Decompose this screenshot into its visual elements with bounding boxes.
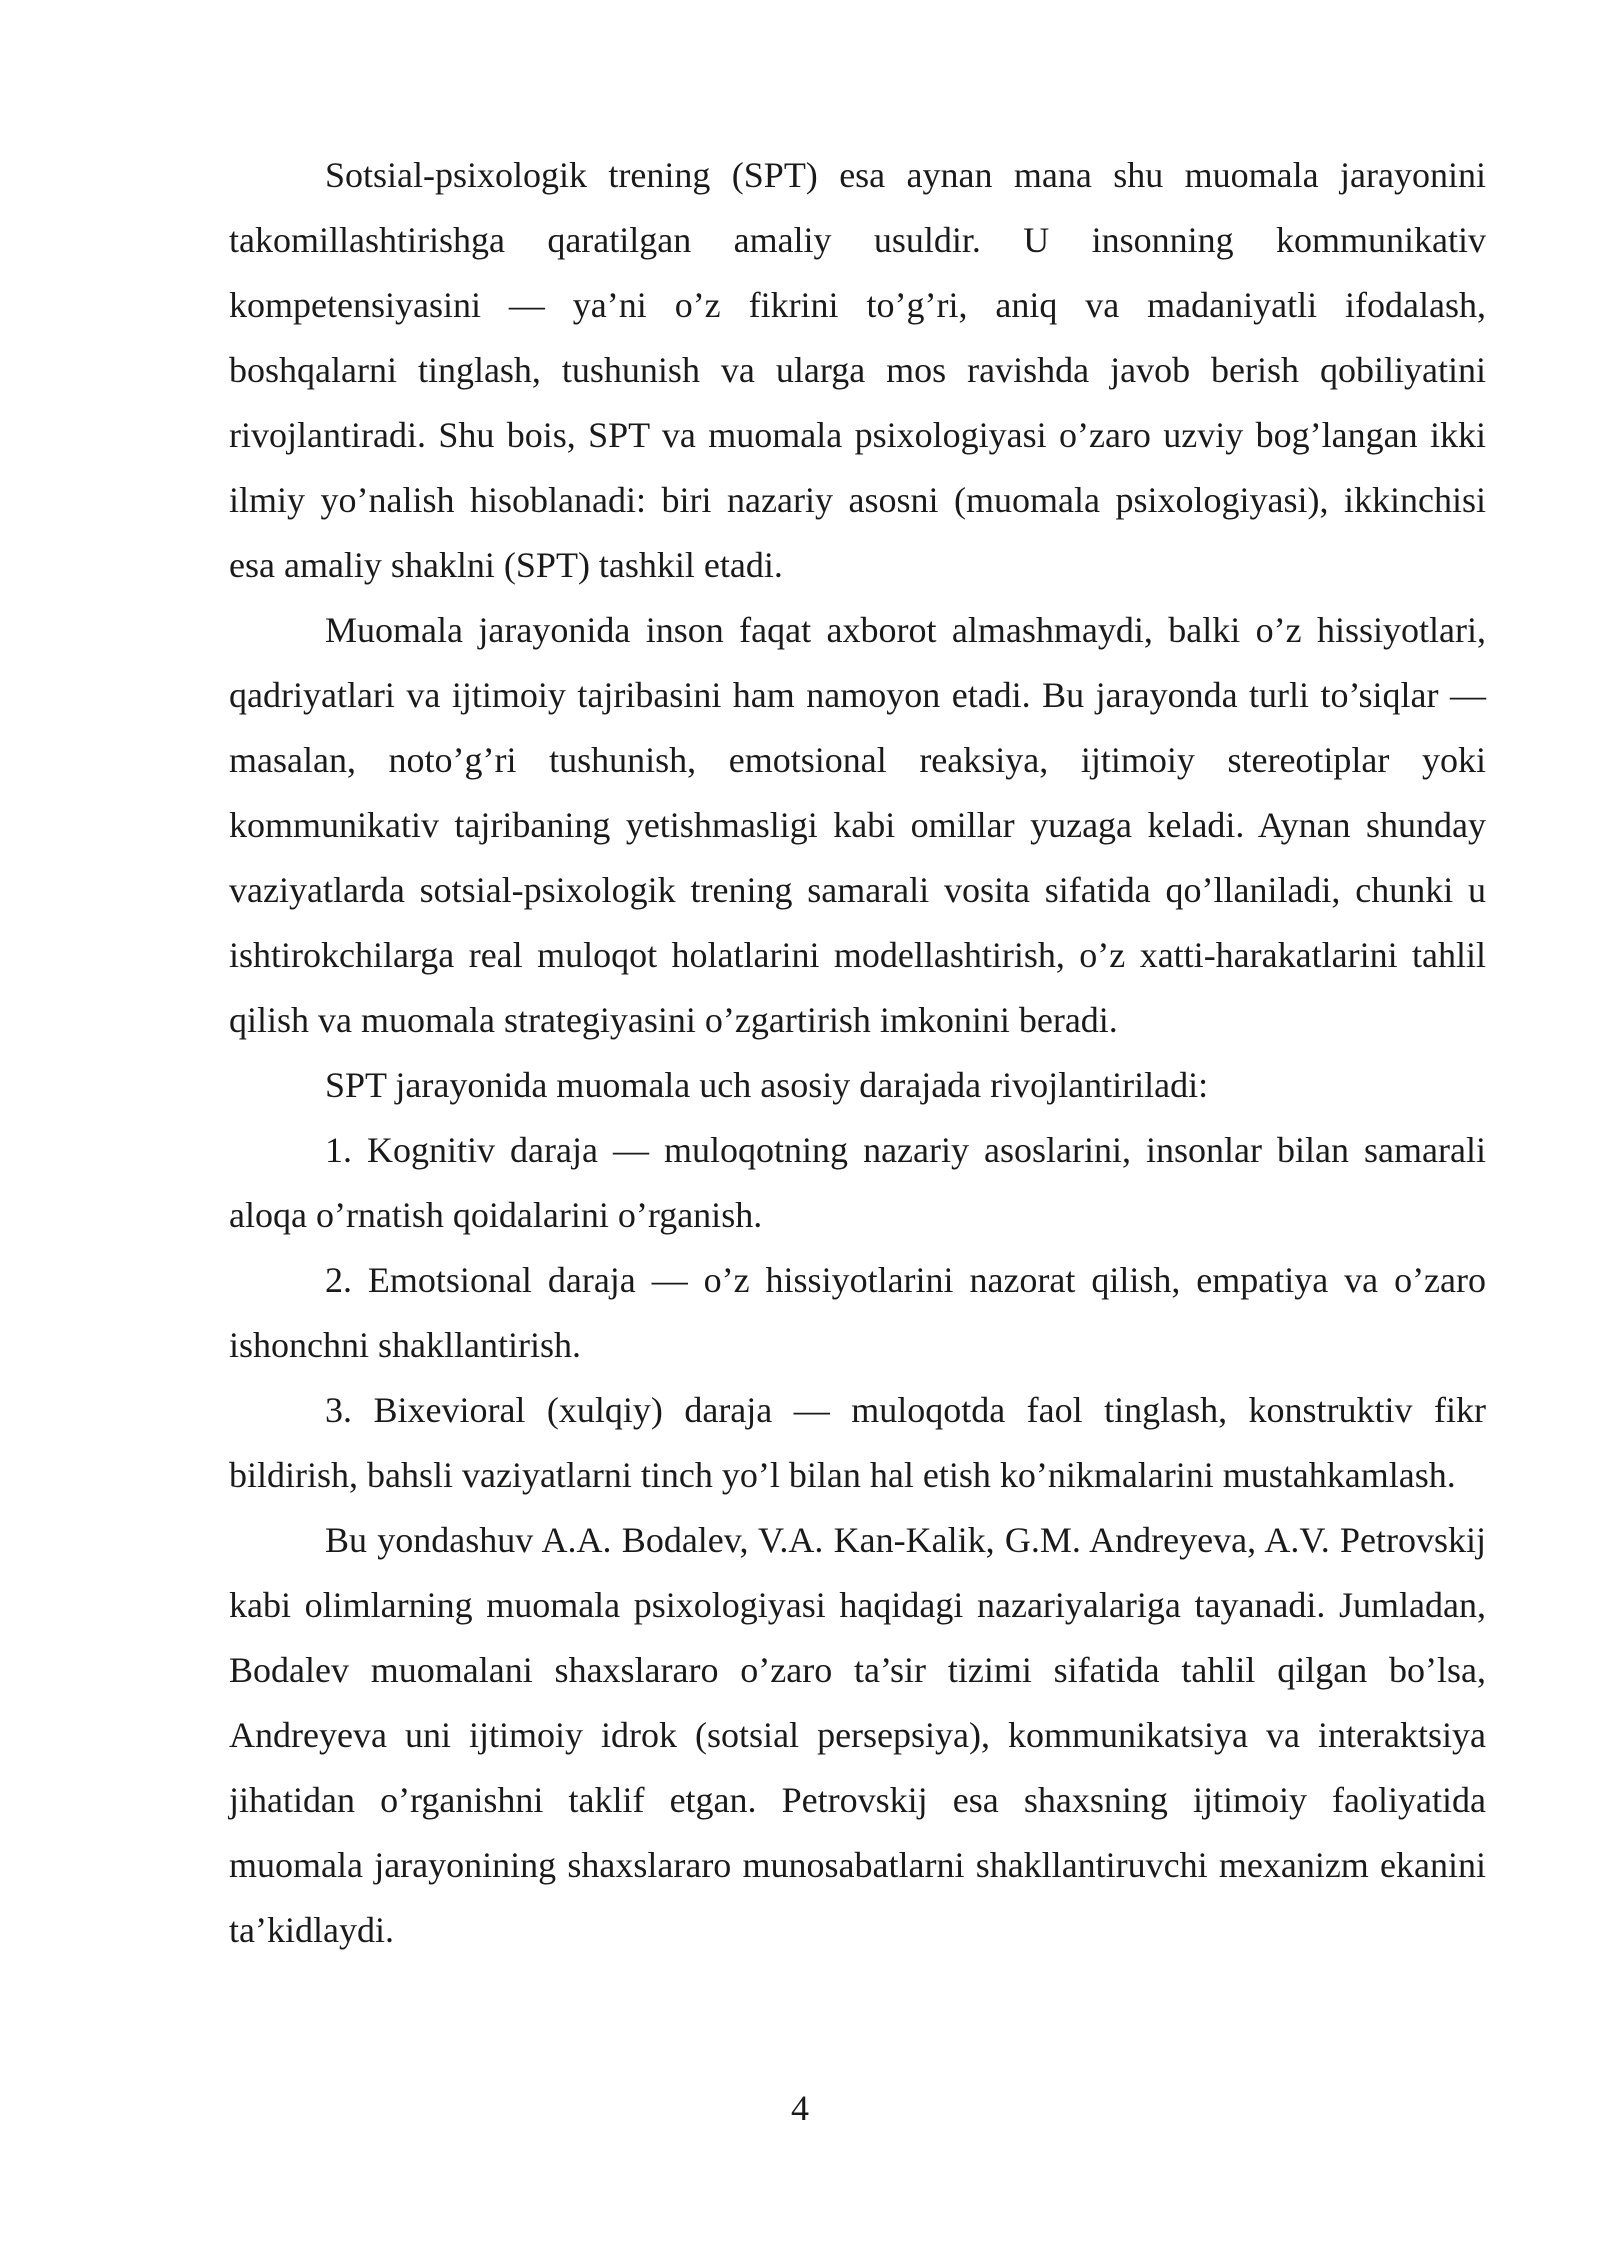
list-item-behavioral-level: 3. Bixevioral (xulqiy) daraja — muloqotda faol tinglash, konstruktiv fikr bildirish, bahsli vaziyatlarni tinch yo’l bilan hal etish ko’nikmalarini mustahkamlash.	[229, 1390, 1486, 1495]
list-item-emotional-level: 2. Emotsional daraja — o’z hissiyotlarini nazorat qilish, empatiya va o’zaro ishonchni shakllantirish.	[229, 1260, 1486, 1365]
paragraph-theoretical-basis: Bu yondashuv A.A. Bodalev, V.A. Kan-Kalik, G.M. Andreyeva, A.V. Petrovskij kabi olimlarning muomala psixologiyasi haqidagi nazariyalariga tayanadi. Jumladan, Bodalev muomalani shaxslararo o’zaro ta’sir tizimi sifatida tahlil qilgan bo’lsa, Andreyeva uni ijtimoiy idrok (sotsial persepsiya), kommunikatsiya va interaktsiya jihatidan o’rganishni taklif etgan. Petrovskij esa shaxsning ijtimoiy faoliyatida muomala jarayonining shaxslararo munosabatlarni shakllantiruvchi mexanizm ekanini ta’kidlaydi.	[229, 1520, 1486, 1950]
paragraph-spt-definition: Sotsial-psixologik trening (SPT) esa aynan mana shu muomala jarayonini takomillashtirishga qaratilgan amaliy usuldir. U insonning kommunikativ kompetensiyasini — ya’ni o’z fikrini to’g’ri, aniq va madaniyatli ifodalash, boshqalarni tinglash, tushunish va ularga mos ravishda javob berish qobiliyatini rivojlantiradi. Shu bois, SPT va muomala psixologiyasi o’zaro uzviy bog’langan ikki ilmiy yo’nalish hisoblanadi: biri nazariy asosni (muomala psixologiyasi), ikkinchisi esa amaliy shaklni (SPT) tashkil etadi.	[229, 155, 1486, 585]
body-text	[229, 143, 1486, 1963]
page-number: 4	[791, 2088, 809, 2128]
list-item-cognitive-level: 1. Kognitiv daraja — muloqotning nazariy asoslarini, insonlar bilan samarali aloqa o’rnatish qoidalarini o’rganish.	[229, 1130, 1486, 1235]
paragraph-three-levels-intro: SPT jarayonida muomala uch asosiy darajada rivojlantiriladi:	[325, 1065, 1209, 1105]
paragraph-communication-barriers: Muomala jarayonida inson faqat axborot almashmaydi, balki o’z hissiyotlari, qadriyatlari va ijtimoiy tajribasini ham namoyon etadi. Bu jarayonda turli to’siqlar — masalan, noto’g’ri tushunish, emotsional reaksiya, ijtimoiy stereotiplar yoki kommunikativ tajribaning yetishmasligi kabi omillar yuzaga keladi. Aynan shunday vaziyatlarda sotsial-psixologik trening samarali vosita sifatida qo’llaniladi, chunki u ishtirokchilarga real muloqot holatlarini modellashtirish, o’z xatti-harakatlarini tahlil qilish va muomala strategiyasini o’zgartirish imkonini beradi.	[229, 610, 1486, 1040]
